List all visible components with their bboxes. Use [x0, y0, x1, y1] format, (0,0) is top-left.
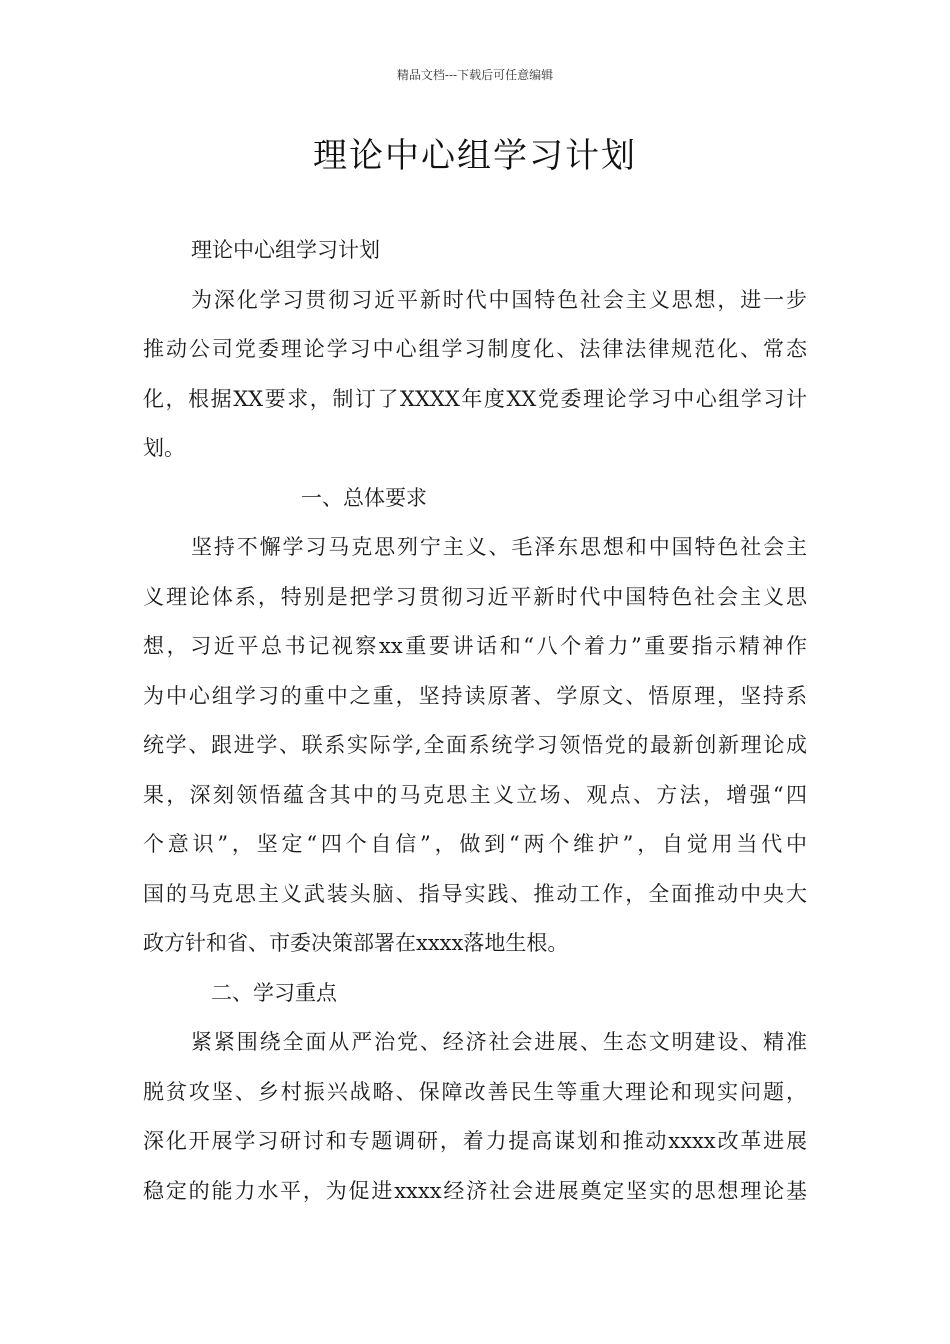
body-line: 想，习近平总书记视察xx重要讲话和“八个着力”重要指示精神作 [143, 634, 807, 658]
body-line: 义理论体系，特别是把学习贯彻习近平新时代中国特色社会主义思 [143, 584, 807, 609]
document-body [143, 226, 807, 1216]
body-line: 化，根据XX要求，制订了XXXX年度XX党委理论学习中心组学习计 [143, 386, 807, 411]
body-line: 稳定的能力水平，为促进xxxx经济社会进展奠定坚实的思想理论基 [143, 1178, 807, 1203]
body-line: 果，深刻领悟蕴含其中的马克思主义立场、观点、方法，增强“四 [143, 782, 807, 807]
section-heading: 二、学习重点 [211, 980, 337, 1005]
body-line: 为深化学习贯彻习近平新时代中国特色社会主义思想，进一步 [191, 287, 807, 312]
body-line: 推动公司党委理论学习中心组学习制度化、法律法律规范化、常态 [143, 337, 807, 361]
body-line: 国的马克思主义武装头脑、指导实践、推动工作，全面推动中央大 [143, 881, 807, 906]
body-line: 坚持不懈学习马克思列宁主义、毛泽东思想和中国特色社会主 [191, 535, 807, 559]
document-title: 理论中心组学习计划 [313, 136, 637, 176]
body-line: 脱贫攻坚、乡村振兴战略、保障改善民生等重大理论和现实问题， [143, 1079, 807, 1104]
body-line: 个意识”，坚定“四个自信”，做到“两个维护”，自觉用当代中 [143, 832, 807, 856]
header-note: 精品文档---下载后可任意编辑 [396, 68, 554, 82]
section-heading: 一、总体要求 [301, 485, 427, 510]
body-line: 政方针和省、市委决策部署在xxxx落地生根。 [143, 931, 569, 955]
body-line: 为中心组学习的重中之重，坚持读原著、学原文、悟原理，坚持系 [143, 683, 807, 708]
body-line: 划。 [143, 436, 185, 460]
body-line: 理论中心组学习计划 [191, 238, 380, 262]
body-line: 深化开展学习研讨和专题调研，着力提高谋划和推动xxxx改革进展 [143, 1129, 807, 1153]
body-line: 紧紧围绕全面从严治党、经济社会进展、生态文明建设、精准 [191, 1030, 807, 1054]
body-line: 统学、跟进学、联系实际学,全面系统学习领悟党的最新创新理论成 [143, 733, 807, 757]
